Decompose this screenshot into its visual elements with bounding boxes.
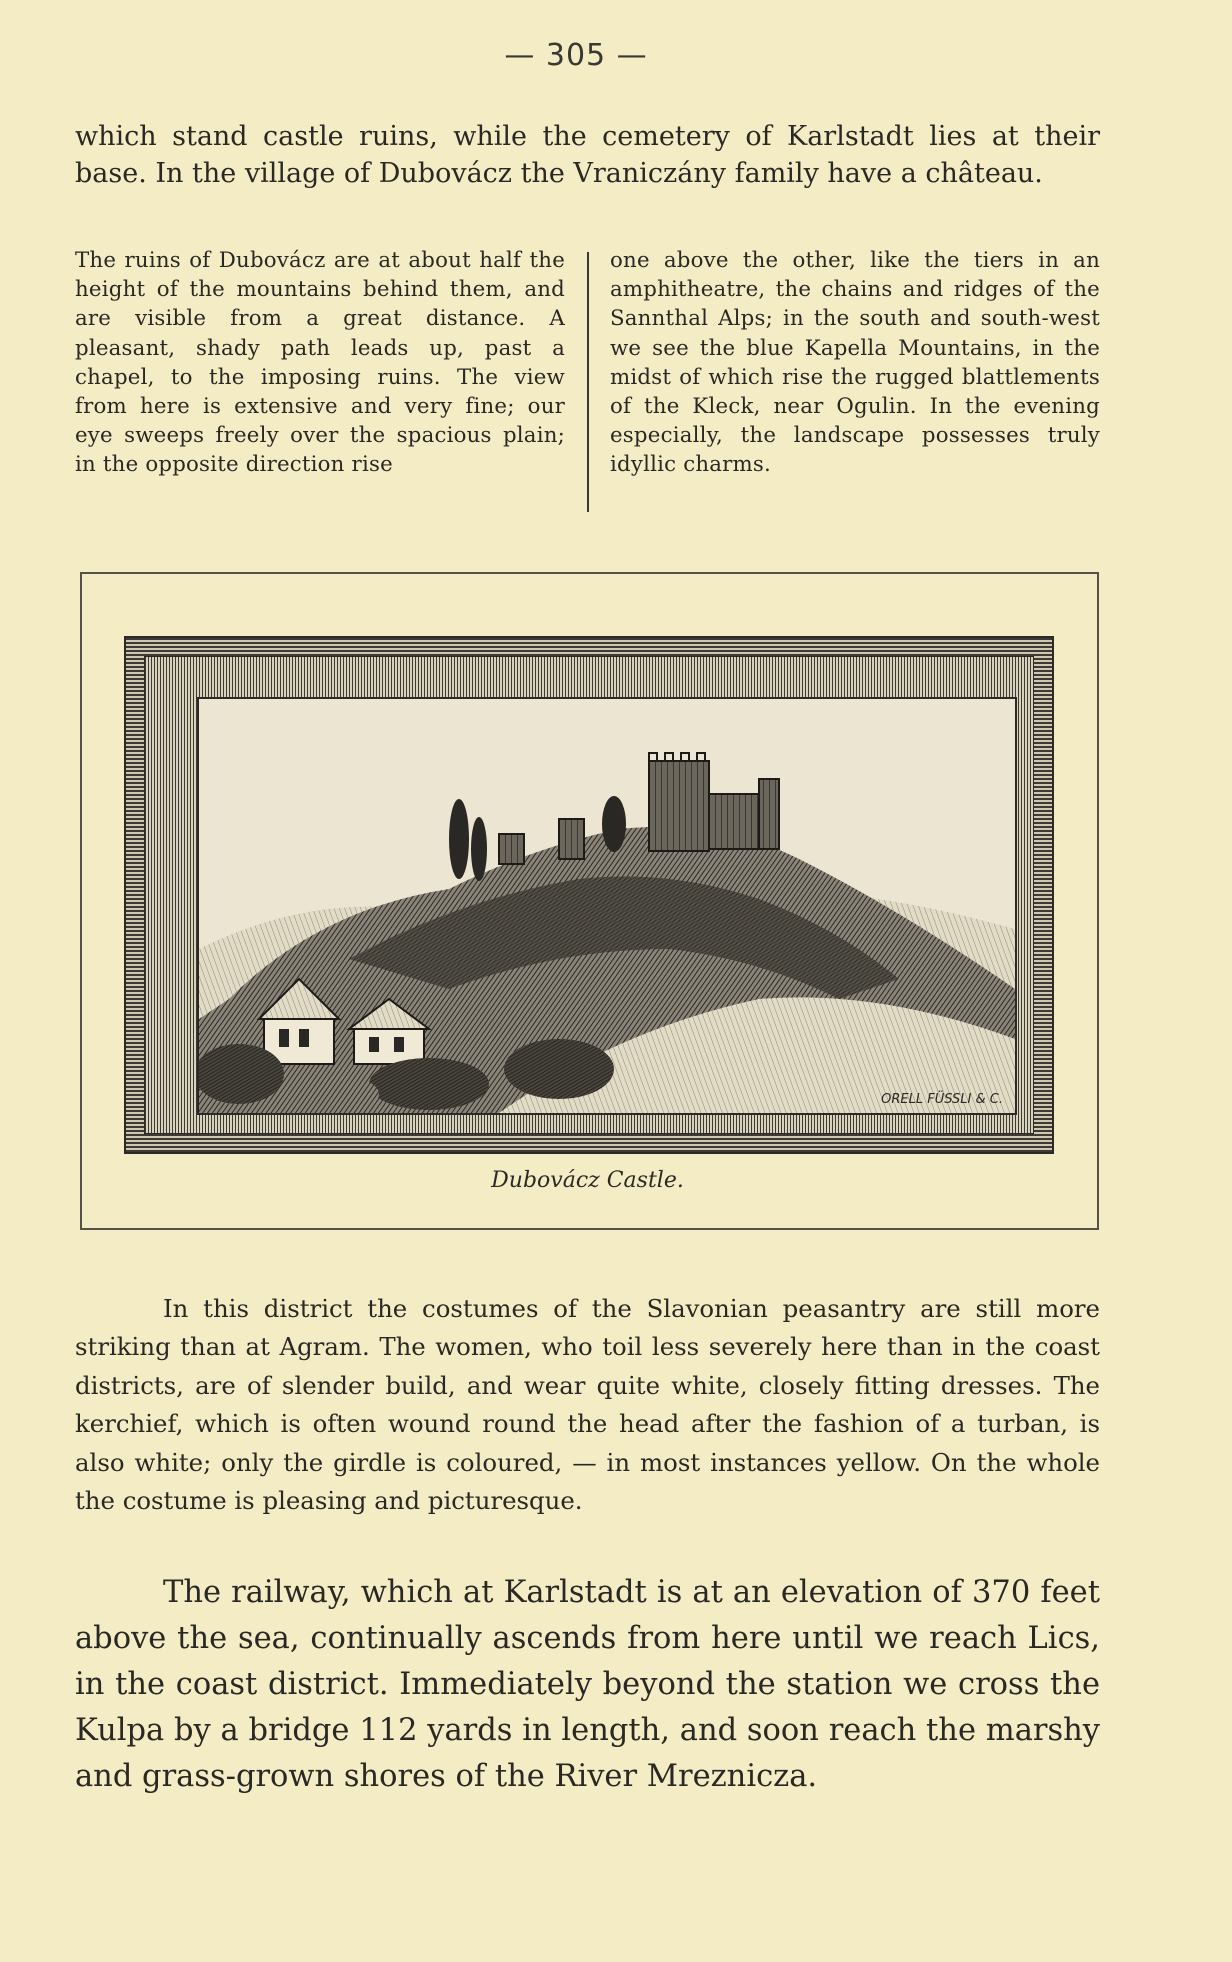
castle-engraving-image xyxy=(199,699,1015,1113)
intro-paragraph: which stand castle ruins, while the cemetery of Karlstadt lies at their base. In the village of Dubovácz the Vraniczány family have a château. xyxy=(75,121,1100,189)
column-divider xyxy=(587,252,589,512)
costumes-paragraph: In this district the costumes of the Slavonian peasantry are still more striking than at Agram. The women, who toil less severely here than in the coast districts, are of slender build, and wear quite white, closely fitting dresses. The kerchief, which is often wound round the head after the fashion of a turban, is also white; only the girdle is coloured, — in most instances yellow. On the whole the costume is pleasing and picturesque. xyxy=(75,1294,1100,1516)
right-column-text: one above the other, like the tiers in an amphitheatre, the chains and ridges of the Sannthal Alps; in the south and south-west we see the blue Kapella Mountains, in the midst of which rise the rugged blattlements of the Kleck, near Ogulin. In the evening especially, the landscape possesses truly idyllic charms. xyxy=(610,248,1100,478)
engraving-mat xyxy=(124,636,1054,1154)
figure-caption: Dubovácz Castle. xyxy=(491,1168,684,1193)
engraving-inner-mat xyxy=(144,656,1034,1134)
left-column-text: The ruins of Dubovácz are at about half the height of the mountains behind them, and are visible from a great distance. A pleasant, shady path leads up, past a chapel, to the imposing ruins. The view from here is extensive and very fine; our eye sweeps freely over the spacious plain; in the opposite direction rise xyxy=(75,248,565,478)
two-column-section xyxy=(75,246,1100,516)
castle-illustration-figure xyxy=(80,572,1097,1228)
railway-paragraph: The railway, which at Karlstadt is at an elevation of 370 feet above the sea, continually ascends from here until we reach Lics, in the coast district. Immediately beyond the station we cross the Kulpa by a bridge 112 yards in length, and soon reach the marshy and grass-grown shores of the River Mreznicza. xyxy=(75,1575,1100,1794)
page-number: — 305 — xyxy=(504,38,648,73)
engraver-signature: ORELL FÜSSLI & C. xyxy=(881,1092,1003,1107)
castle-engraving xyxy=(197,697,1017,1115)
